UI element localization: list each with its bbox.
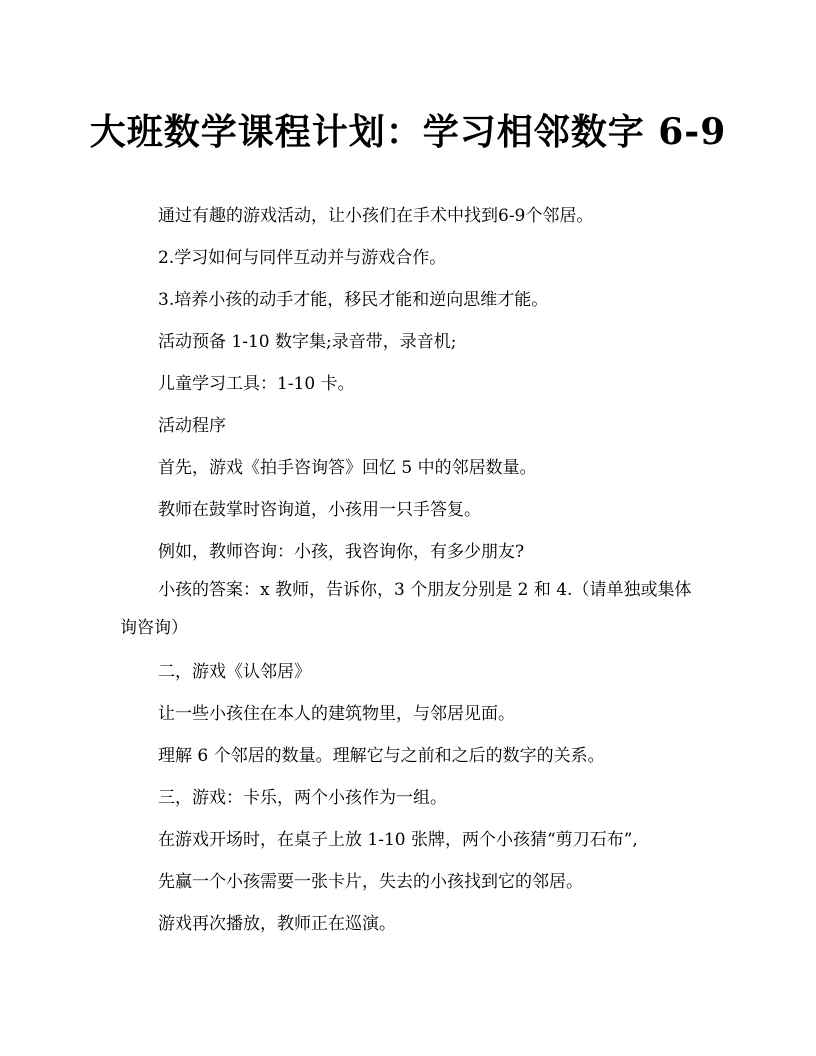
paragraph-step-2: 二，游戏《认邻居》 — [158, 662, 311, 682]
paragraph-step-3-rule: 先赢一个小孩需要一张卡片，失去的小孩找到它的邻居。 — [158, 872, 583, 892]
paragraph-step-1-detail: 教师在鼓掌时咨询道，小孩用一只手答复。 — [158, 500, 481, 520]
paragraph-goal-2: 2.学习如何与同伴互动并与游戏合作。 — [158, 248, 447, 268]
paragraph-step-2-understand: 理解 6 个邻居的数量。理解它与之前和之后的数字的关系。 — [158, 746, 605, 766]
paragraph-goal-1: 通过有趣的游戏活动，让小孩们在手术中找到6-9个邻居。 — [158, 206, 594, 226]
paragraph-goal-3: 3.培养小孩的动手才能，移民才能和逆向思维才能。 — [158, 290, 549, 310]
document-title: 大班数学课程计划：学习相邻数字 6-9 — [89, 111, 727, 153]
paragraph-step-2-detail: 让一些小孩住在本人的建筑物里，与邻居见面。 — [158, 704, 515, 724]
paragraph-preparation: 活动预备 1-10 数字集;录音带，录音机; — [158, 332, 457, 352]
paragraph-example: 例如，教师咨询：小孩，我咨询你，有多少朋友? — [158, 542, 525, 562]
paragraph-tools: 儿童学习工具：1-10 卡。 — [158, 374, 355, 394]
paragraph-step-3: 三，游戏：卡乐，两个小孩作为一组。 — [158, 788, 447, 808]
paragraph-step-1: 首先，游戏《拍手咨询答》回忆 5 中的邻居数量。 — [158, 458, 537, 478]
paragraph-step-3-repeat: 游戏再次播放，教师正在巡演。 — [158, 914, 396, 934]
paragraph-procedure-heading: 活动程序 — [158, 416, 226, 436]
paragraph-child-answer: 小孩的答案：x 教师，告诉你，3 个朋友分别是 2 和 4.（请单独或集体询咨询） — [120, 580, 692, 638]
paragraph-step-3-start: 在游戏开场时，在桌子上放 1-10 张牌，两个小孩猜“剪刀石布”, — [158, 830, 638, 850]
